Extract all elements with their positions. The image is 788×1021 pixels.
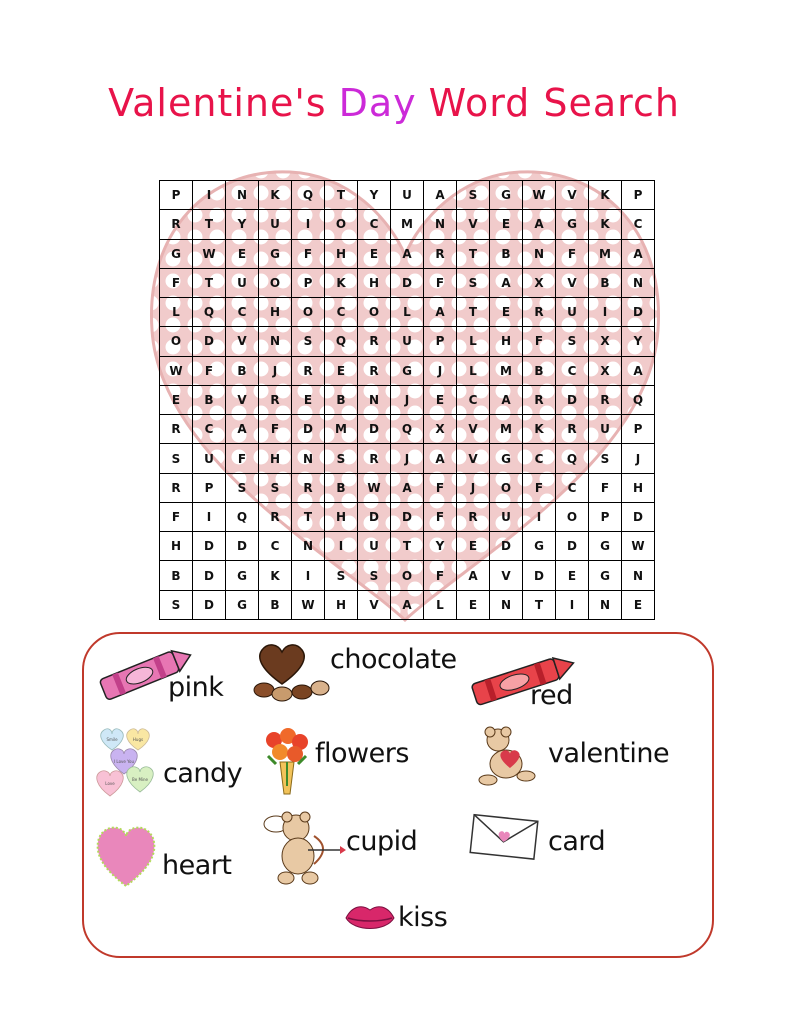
word-pink: pink — [168, 672, 224, 703]
grid-cell: G — [556, 210, 589, 239]
grid-cell: W — [292, 590, 325, 619]
grid-cell: J — [424, 356, 457, 385]
grid-cell: L — [160, 298, 193, 327]
grid-cell: N — [424, 210, 457, 239]
grid-cell: Y — [226, 210, 259, 239]
grid-cell: E — [226, 239, 259, 268]
grid-cell: H — [325, 239, 358, 268]
grid-cell: R — [160, 473, 193, 502]
grid-row — [160, 327, 655, 356]
candy-heart-text-2: Hugs — [132, 737, 144, 742]
grid-cell: U — [391, 327, 424, 356]
grid-cell: U — [193, 444, 226, 473]
grid-cell: O — [358, 298, 391, 327]
word-search-grid — [159, 180, 655, 620]
grid-cell: A — [424, 444, 457, 473]
candy-heart-text-3: I Love You — [113, 759, 135, 764]
grid-cell: B — [325, 385, 358, 414]
grid-cell: L — [391, 298, 424, 327]
grid-cell: D — [490, 532, 523, 561]
grid-row — [160, 473, 655, 502]
grid-cell: S — [457, 268, 490, 297]
grid-cell: V — [457, 415, 490, 444]
grid-cell: D — [292, 415, 325, 444]
grid-cell: I — [589, 298, 622, 327]
grid-cell: R — [292, 356, 325, 385]
grid-cell: R — [523, 298, 556, 327]
teddy-bear-icon — [476, 726, 542, 788]
grid-cell: K — [259, 181, 292, 210]
grid-cell: S — [358, 561, 391, 590]
grid-cell: V — [556, 181, 589, 210]
grid-cell: P — [292, 268, 325, 297]
grid-cell: F — [424, 473, 457, 502]
grid-cell: P — [622, 415, 655, 444]
grid-cell: A — [391, 239, 424, 268]
grid-cell: R — [259, 502, 292, 531]
grid-cell: S — [292, 327, 325, 356]
grid-cell: F — [556, 239, 589, 268]
grid-cell: M — [325, 415, 358, 444]
grid-row — [160, 561, 655, 590]
grid-cell: D — [391, 268, 424, 297]
grid-cell: X — [589, 327, 622, 356]
grid-cell: H — [325, 502, 358, 531]
grid-cell: C — [358, 210, 391, 239]
grid-cell: B — [259, 590, 292, 619]
grid-cell: X — [523, 268, 556, 297]
grid-cell: I — [292, 561, 325, 590]
grid-cell: X — [589, 356, 622, 385]
grid-row — [160, 268, 655, 297]
grid-cell: F — [424, 561, 457, 590]
grid-cell: G — [160, 239, 193, 268]
candy-hearts-icon — [94, 726, 156, 800]
grid-cell: M — [490, 356, 523, 385]
candy-heart-text-1: Smile — [106, 737, 118, 742]
grid-cell: E — [622, 590, 655, 619]
grid-cell: P — [193, 473, 226, 502]
grid-cell: N — [226, 181, 259, 210]
grid-cell: E — [160, 385, 193, 414]
grid-row — [160, 181, 655, 210]
grid-cell: S — [259, 473, 292, 502]
grid-cell: A — [490, 268, 523, 297]
grid-row — [160, 298, 655, 327]
grid-cell: H — [358, 268, 391, 297]
grid-cell: M — [391, 210, 424, 239]
grid-cell: E — [556, 561, 589, 590]
grid-cell: R — [589, 385, 622, 414]
grid-cell: D — [391, 502, 424, 531]
grid-cell: S — [457, 181, 490, 210]
grid-cell: A — [226, 415, 259, 444]
grid-cell: F — [523, 473, 556, 502]
grid-cell: I — [193, 502, 226, 531]
grid-cell: T — [193, 210, 226, 239]
grid-cell: G — [589, 561, 622, 590]
grid-cell: I — [556, 590, 589, 619]
grid-cell: Y — [358, 181, 391, 210]
grid-cell: C — [556, 356, 589, 385]
grid-cell: N — [292, 532, 325, 561]
grid-cell: G — [490, 181, 523, 210]
grid-cell: V — [457, 210, 490, 239]
grid-cell: P — [589, 502, 622, 531]
grid-cell: H — [259, 444, 292, 473]
grid-cell: V — [457, 444, 490, 473]
chocolates-icon — [252, 640, 332, 704]
grid-cell: N — [259, 327, 292, 356]
grid-cell: C — [457, 385, 490, 414]
grid-cell: R — [358, 444, 391, 473]
grid-cell: L — [457, 327, 490, 356]
grid-cell: F — [424, 268, 457, 297]
grid-cell: O — [325, 210, 358, 239]
grid-cell: Y — [622, 327, 655, 356]
candy-heart-text-4: Love — [105, 781, 115, 786]
grid-cell: R — [160, 415, 193, 444]
grid-row — [160, 356, 655, 385]
grid-cell: D — [193, 532, 226, 561]
grid-row — [160, 415, 655, 444]
grid-cell: E — [490, 210, 523, 239]
grid-cell: P — [424, 327, 457, 356]
grid-cell: F — [226, 444, 259, 473]
word-heart: heart — [162, 850, 232, 881]
grid-cell: A — [424, 181, 457, 210]
cupid-bear-icon — [262, 808, 350, 888]
grid-cell: O — [391, 561, 424, 590]
grid-cell: S — [160, 444, 193, 473]
grid-cell: J — [391, 385, 424, 414]
grid-cell: F — [259, 415, 292, 444]
grid-cell: K — [523, 415, 556, 444]
grid-cell: V — [556, 268, 589, 297]
grid-cell: G — [589, 532, 622, 561]
grid-cell: U — [358, 532, 391, 561]
grid-cell: U — [556, 298, 589, 327]
title-part-3: Word Search — [428, 81, 680, 125]
grid-cell: H — [160, 532, 193, 561]
grid-cell: R — [160, 210, 193, 239]
word-kiss: kiss — [398, 902, 448, 933]
grid-cell: J — [391, 444, 424, 473]
grid-cell: Q — [292, 181, 325, 210]
grid-cell: R — [523, 385, 556, 414]
lips-icon — [344, 900, 396, 936]
grid-cell: N — [490, 590, 523, 619]
grid-cell: N — [589, 590, 622, 619]
grid-row — [160, 444, 655, 473]
grid-cell: N — [622, 561, 655, 590]
grid-cell: G — [391, 356, 424, 385]
grid-cell: R — [556, 415, 589, 444]
grid-cell: X — [424, 415, 457, 444]
grid-cell: U — [391, 181, 424, 210]
grid-cell: S — [160, 590, 193, 619]
heart-icon — [94, 822, 158, 890]
grid-cell: A — [622, 239, 655, 268]
grid-cell: E — [292, 385, 325, 414]
grid-cell: W — [193, 239, 226, 268]
candy-heart-text-5: Be Mine — [131, 777, 149, 782]
grid-cell: F — [193, 356, 226, 385]
grid-cell: Y — [424, 532, 457, 561]
grid-cell: S — [556, 327, 589, 356]
grid-cell: L — [424, 590, 457, 619]
grid-cell: U — [589, 415, 622, 444]
grid-cell: T — [457, 239, 490, 268]
grid-cell: Q — [193, 298, 226, 327]
grid-row — [160, 385, 655, 414]
grid-cell: T — [523, 590, 556, 619]
grid-cell: I — [193, 181, 226, 210]
grid-cell: B — [193, 385, 226, 414]
grid-cell: E — [424, 385, 457, 414]
grid-cell: Q — [391, 415, 424, 444]
grid-cell: G — [226, 590, 259, 619]
grid-cell: V — [226, 327, 259, 356]
grid-cell: U — [226, 268, 259, 297]
grid-cell: V — [358, 590, 391, 619]
grid-cell: C — [622, 210, 655, 239]
grid-cell: T — [325, 181, 358, 210]
grid-cell: W — [358, 473, 391, 502]
grid-cell: V — [490, 561, 523, 590]
grid-cell: W — [160, 356, 193, 385]
grid-cell: H — [325, 590, 358, 619]
grid-cell: F — [160, 502, 193, 531]
grid-cell: O — [160, 327, 193, 356]
grid-cell: O — [259, 268, 292, 297]
grid-cell: R — [424, 239, 457, 268]
grid-cell: D — [556, 385, 589, 414]
grid-cell: O — [292, 298, 325, 327]
grid-cell: D — [358, 502, 391, 531]
word-candy: candy — [163, 758, 243, 789]
grid-cell: K — [325, 268, 358, 297]
grid-cell: K — [589, 210, 622, 239]
grid-cell: O — [490, 473, 523, 502]
grid-cell: R — [292, 473, 325, 502]
grid-cell: C — [259, 532, 292, 561]
grid-cell: C — [226, 298, 259, 327]
grid-cell: A — [424, 298, 457, 327]
grid-cell: E — [358, 239, 391, 268]
grid-cell: H — [490, 327, 523, 356]
grid-cell: B — [490, 239, 523, 268]
grid-cell: Q — [622, 385, 655, 414]
envelope-card-icon — [468, 812, 542, 862]
grid-cell: B — [160, 561, 193, 590]
grid-cell: B — [325, 473, 358, 502]
grid-cell: G — [259, 239, 292, 268]
word-card: card — [548, 826, 606, 857]
grid-cell: W — [523, 181, 556, 210]
title-part-1: Valentine's — [108, 81, 327, 125]
grid-cell: E — [490, 298, 523, 327]
grid-cell: J — [259, 356, 292, 385]
grid-cell: A — [457, 561, 490, 590]
grid-cell: D — [193, 590, 226, 619]
grid-cell: N — [358, 385, 391, 414]
grid-cell: F — [424, 502, 457, 531]
grid-cell: I — [292, 210, 325, 239]
grid-cell: S — [325, 561, 358, 590]
grid-cell: A — [622, 356, 655, 385]
grid-cell: A — [391, 473, 424, 502]
grid-cell: H — [259, 298, 292, 327]
grid-cell: M — [589, 239, 622, 268]
grid-cell: J — [457, 473, 490, 502]
grid-cell: K — [259, 561, 292, 590]
word-valentine: valentine — [548, 738, 670, 769]
grid-cell: R — [259, 385, 292, 414]
grid-cell: I — [523, 502, 556, 531]
grid-cell: S — [325, 444, 358, 473]
grid-cell: V — [226, 385, 259, 414]
grid-cell: D — [193, 327, 226, 356]
grid-cell: D — [622, 502, 655, 531]
grid-cell: T — [193, 268, 226, 297]
grid-cell: A — [490, 385, 523, 414]
grid-cell: C — [193, 415, 226, 444]
grid-cell: B — [523, 356, 556, 385]
word-flowers: flowers — [315, 738, 409, 769]
grid-cell: Q — [325, 327, 358, 356]
word-cupid: cupid — [346, 826, 418, 857]
flowers-bouquet-icon — [262, 726, 312, 796]
grid-cell: U — [490, 502, 523, 531]
grid-cell: R — [358, 327, 391, 356]
page-title — [0, 68, 788, 138]
grid-cell: Q — [556, 444, 589, 473]
grid-row — [160, 239, 655, 268]
grid-cell: D — [193, 561, 226, 590]
grid-cell: R — [358, 356, 391, 385]
grid-cell: K — [589, 181, 622, 210]
grid-cell: U — [259, 210, 292, 239]
grid-cell: D — [226, 532, 259, 561]
grid-cell: T — [457, 298, 490, 327]
grid-cell: H — [622, 473, 655, 502]
grid-cell: T — [391, 532, 424, 561]
grid-row — [160, 532, 655, 561]
grid-cell: F — [589, 473, 622, 502]
grid-cell: C — [556, 473, 589, 502]
grid-cell: C — [523, 444, 556, 473]
grid-cell: E — [457, 532, 490, 561]
grid-cell: S — [226, 473, 259, 502]
grid-cell: I — [325, 532, 358, 561]
grid-cell: G — [490, 444, 523, 473]
word-red: red — [530, 680, 573, 711]
grid-cell: G — [226, 561, 259, 590]
grid-cell: W — [622, 532, 655, 561]
grid-cell: D — [556, 532, 589, 561]
grid-row — [160, 590, 655, 619]
grid-cell: S — [589, 444, 622, 473]
grid-cell: P — [622, 181, 655, 210]
word-chocolate: chocolate — [330, 644, 457, 675]
grid-cell: J — [622, 444, 655, 473]
grid-cell: A — [523, 210, 556, 239]
grid-cell: M — [490, 415, 523, 444]
grid-row — [160, 210, 655, 239]
grid-cell: N — [622, 268, 655, 297]
grid-cell: O — [556, 502, 589, 531]
grid-row — [160, 502, 655, 531]
grid-cell: D — [523, 561, 556, 590]
grid-cell: P — [160, 181, 193, 210]
grid-cell: G — [523, 532, 556, 561]
grid-cell: D — [358, 415, 391, 444]
grid-cell: C — [325, 298, 358, 327]
grid-cell: A — [391, 590, 424, 619]
grid-cell: T — [292, 502, 325, 531]
grid-cell: D — [622, 298, 655, 327]
grid-cell: E — [325, 356, 358, 385]
grid-cell: F — [160, 268, 193, 297]
grid-cell: E — [457, 590, 490, 619]
grid-cell: F — [292, 239, 325, 268]
grid-cell: B — [226, 356, 259, 385]
grid-cell: R — [457, 502, 490, 531]
grid-cell: B — [589, 268, 622, 297]
grid-cell: N — [523, 239, 556, 268]
grid-cell: Q — [226, 502, 259, 531]
grid-cell: N — [292, 444, 325, 473]
grid-cell: F — [523, 327, 556, 356]
title-part-2: Day — [338, 81, 417, 125]
grid-cell: L — [457, 356, 490, 385]
